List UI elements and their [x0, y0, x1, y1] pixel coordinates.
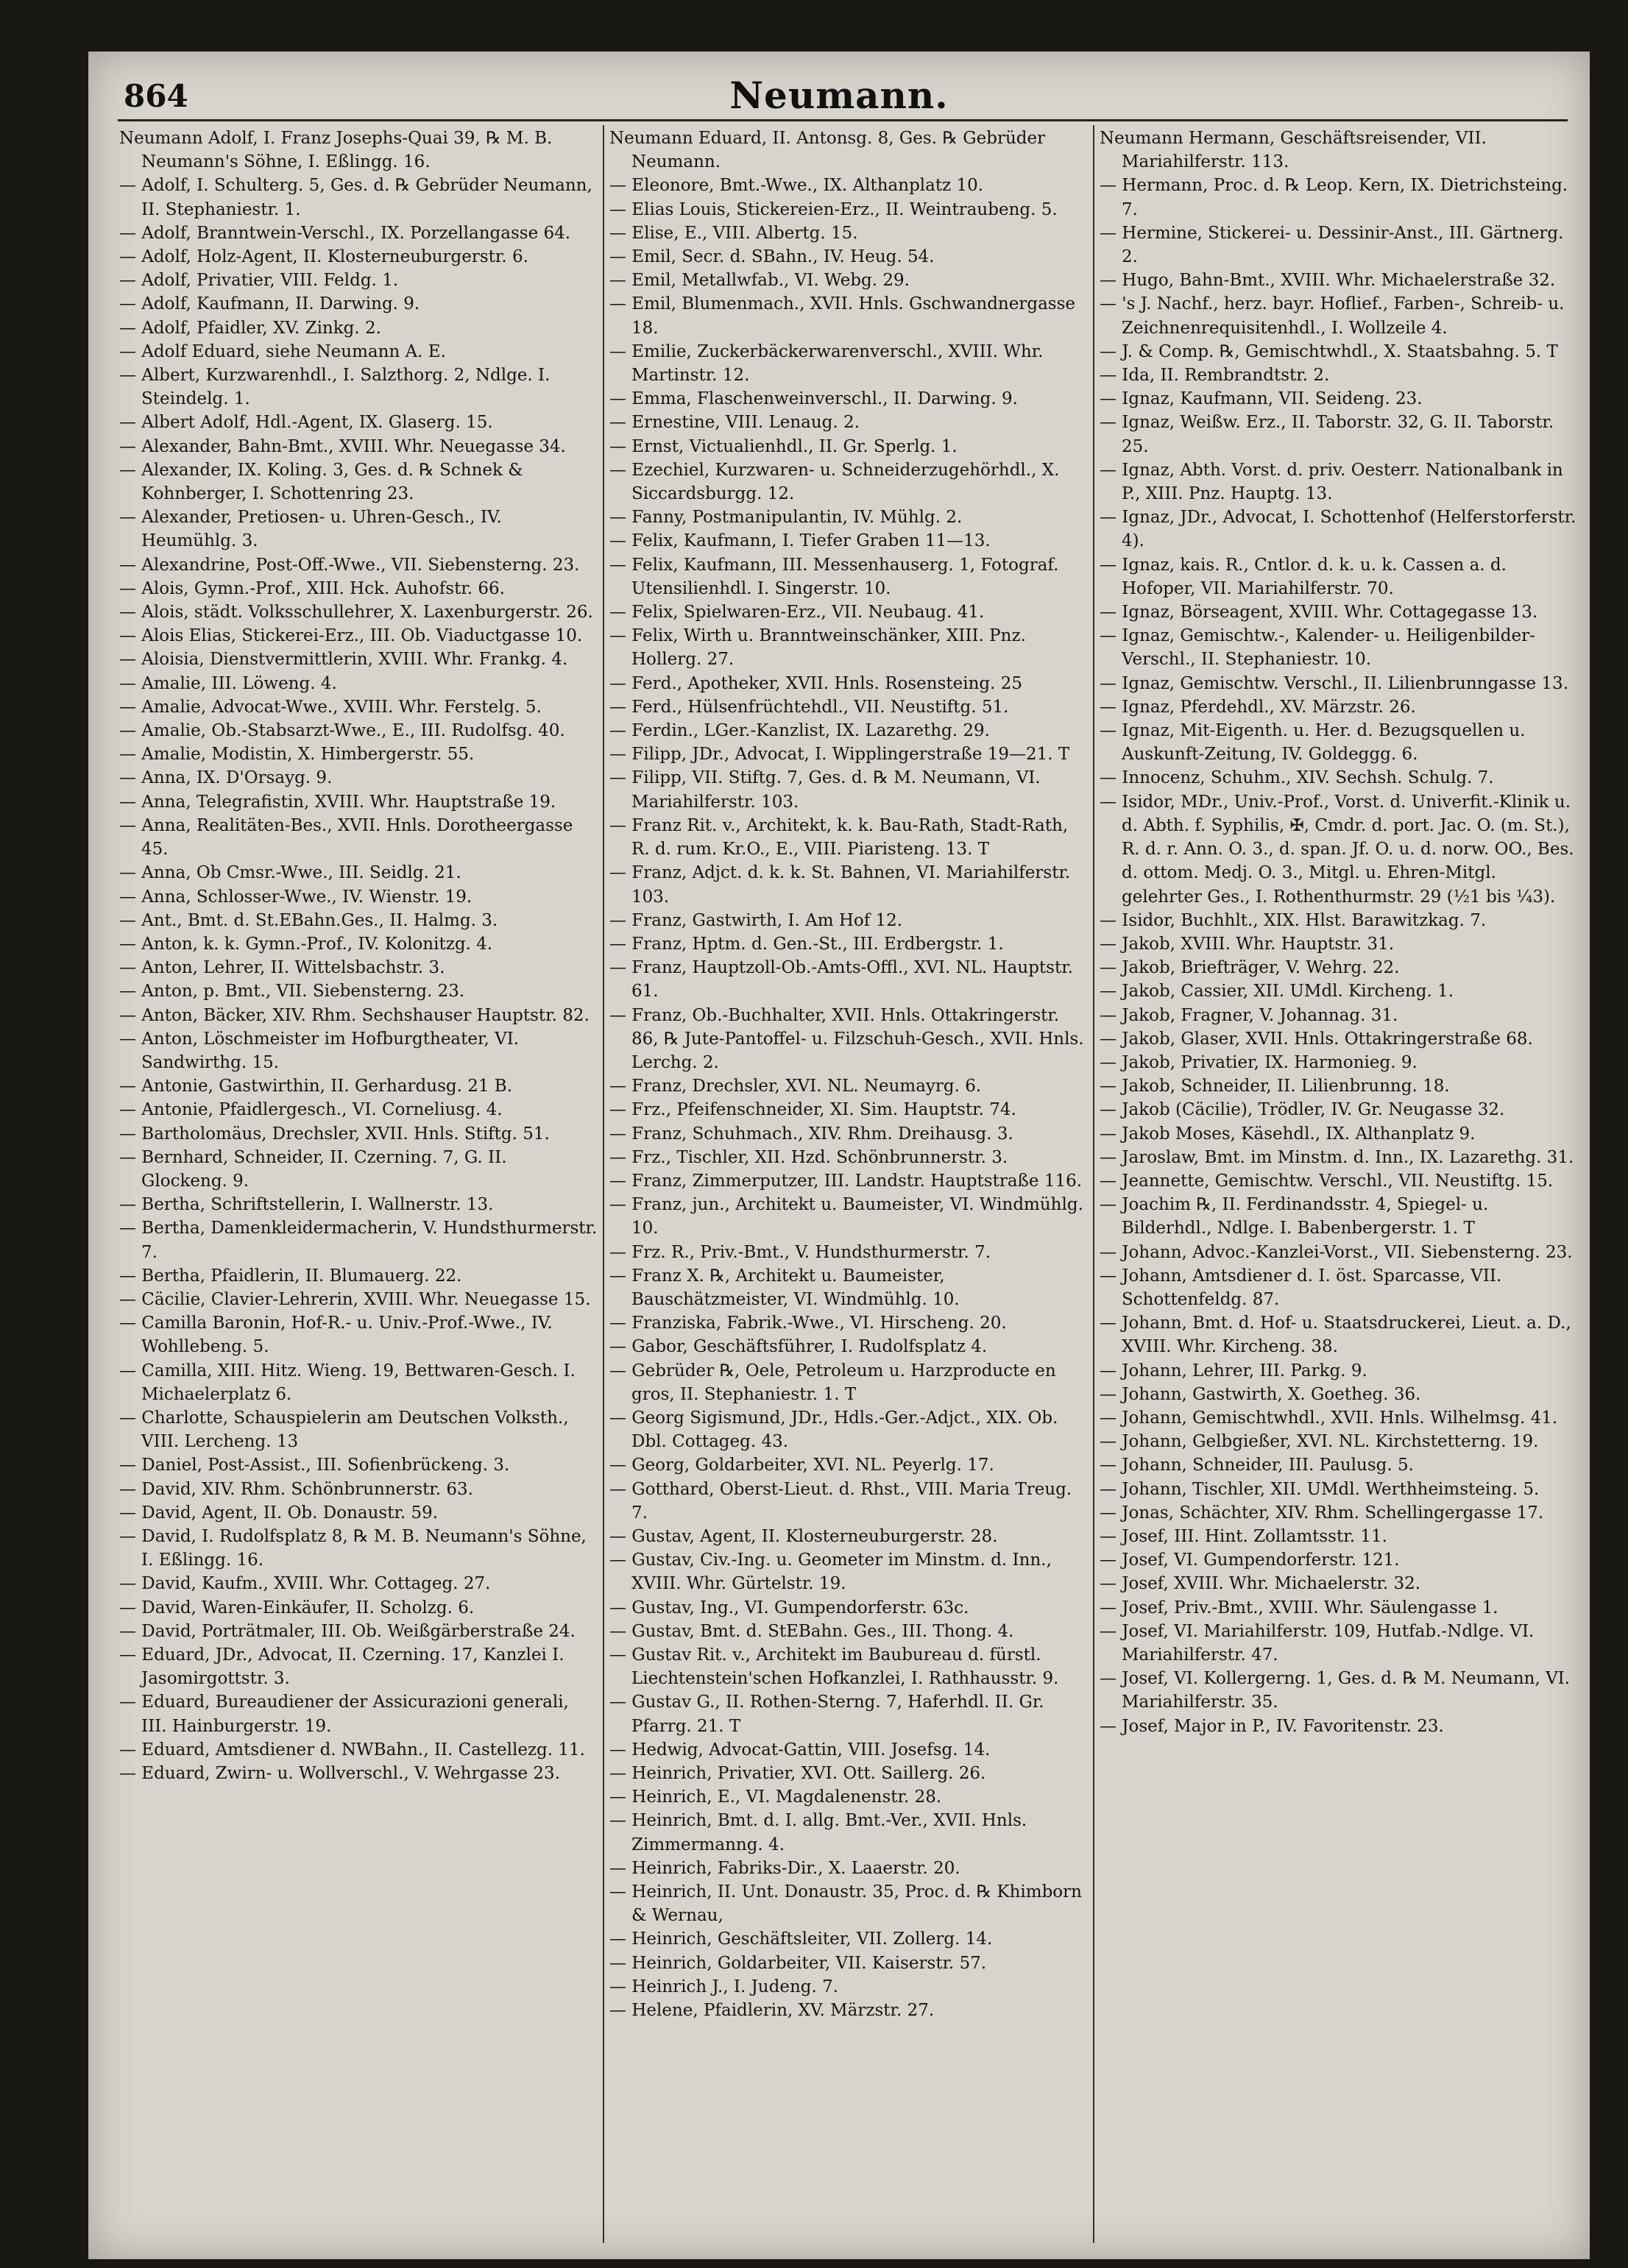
directory-entry: — Bertha, Schriftstellerin, I. Wallnerstr. 13. [119, 1195, 494, 1215]
directory-entry: — Ida, II. Rembrandtstr. 2. [1100, 366, 1330, 386]
directory-entry: — Jeannette, Gemischtw. Verschl., VII. Neustiftg. 15. [1100, 1171, 1554, 1191]
directory-entry: — Emil, Blumenmach., XVII. Hnls. Gschwandnergasse 18. [609, 294, 1081, 338]
directory-entry: — Eduard, Amtsdiener d. NWBahn., II. Castellezg. 11. [119, 1740, 585, 1760]
directory-entry: — Josef, III. Hint. Zollamtsstr. 11. [1100, 1526, 1387, 1546]
directory-entry: — Franz X. ℞, Architekt u. Baumeister, Bauschätzmeister, VI. Windmühlg. 10. [609, 1266, 960, 1309]
directory-entry: — Ignaz, Mit-Eigenth. u. Her. d. Bezugsquellen u. Auskunft-Zeitung, IV. Goldeggg. 6. [1100, 721, 1531, 765]
directory-entry: — Johann, Gemischtwhdl., XVII. Hnls. Wilhelmsg. 41. [1100, 1408, 1558, 1428]
directory-entry: — Franz, Zimmerputzer, III. Landstr. Hauptstraße 116. [609, 1171, 1083, 1191]
directory-entry: — Ignaz, Kaufmann, VII. Seideng. 23. [1100, 389, 1423, 409]
directory-entry: — David, I. Rudolfsplatz 8, ℞ M. B. Neumann's Söhne, I. Eßlingg. 16. [119, 1526, 592, 1570]
directory-entry: — Cäcilie, Clavier-Lehrerin, XVIII. Whr. Neuegasse 15. [119, 1289, 591, 1309]
directory-entry: — Daniel, Post-Assist., III. Sofienbrückeng. 3. [119, 1456, 510, 1475]
directory-entry: — Adolf Eduard, siehe Neumann A. E. [119, 341, 446, 361]
directory-entry: — Franz, Drechsler, XVI. NL. Neumayrg. 6. [609, 1077, 982, 1096]
directory-entry: — Ignaz, Abth. Vorst. d. priv. Oesterr. Nationalbank in P., XIII. Pnz. Hauptg. 13. [1100, 460, 1569, 504]
directory-entry: — Josef, VI. Kollergerng. 1, Ges. d. ℞ M. Neumann, VI. Mariahilferstr. 35. [1100, 1669, 1576, 1712]
header-rule [118, 119, 1568, 121]
directory-entry: — Gebrüder ℞, Oele, Petroleum u. Harzproducte en gros, II. Stephaniestr. 1. T [609, 1361, 1062, 1404]
directory-entry: — Ignaz, Weißw. Erz., II. Taborstr. 32, G. II. Taborstr. 25. [1100, 413, 1560, 456]
directory-entry: — Heinrich, Fabriks-Dir., X. Laaerstr. 20. [609, 1858, 960, 1878]
running-head: Neumann. [729, 74, 949, 117]
directory-entry: — Franz, Adjct. d. k. k. St. Bahnen, VI. Mariahilferstr. 103. [609, 863, 1076, 907]
directory-entry: — Eduard, JDr., Advocat, II. Czerning. 17, Kanzlei I. Jasomirgottstr. 3. [119, 1645, 570, 1689]
directory-entry: — Adolf, Branntwein-Verschl., IX. Porzellangasse 64. [119, 223, 571, 243]
directory-entry: — 's J. Nachf., herz. bayr. Hoflief., Farben-, Schreib- u. Zeichnenrequisitenhdl., I. Wollzeile 4. [1100, 294, 1570, 338]
directory-entry: — Ernestine, VIII. Lenaug. 2. [609, 413, 860, 433]
directory-entry: — Anna, Schlosser-Wwe., IV. Wienstr. 19. [119, 887, 473, 907]
directory-entry: — Ignaz, Pferdehdl., XV. Märzstr. 26. [1100, 697, 1416, 717]
directory-entry: — Heinrich, II. Unt. Donaustr. 35, Proc. d. ℞ Khimborn & Wernau, [609, 1882, 1088, 1926]
directory-entry: — Eleonore, Bmt.-Wwe., IX. Althanplatz 10. [609, 176, 984, 196]
directory-entry: — Franziska, Fabrik.-Wwe., VI. Hirscheng. 20. [609, 1314, 1007, 1333]
directory-entry: — Felix, Kaufmann, I. Tiefer Graben 11—13. [609, 531, 991, 551]
directory-entry: — Elise, E., VIII. Albertg. 15. [609, 223, 858, 243]
directory-entry: — Aloisia, Dienstvermittlerin, XVIII. Whr. Frankg. 4. [119, 650, 568, 670]
directory-entry: — David, XIV. Rhm. Schönbrunnerstr. 63. [119, 1479, 473, 1499]
directory-entry: — Jakob, Privatier, IX. Harmonieg. 9. [1100, 1052, 1418, 1072]
directory-entry: — Alexander, Bahn-Bmt., XVIII. Whr. Neuegasse 34. [119, 436, 566, 456]
directory-entry: — Adolf, Privatier, VIII. Feldg. 1. [119, 271, 399, 291]
directory-entry: — Heinrich J., I. Judeng. 7. [609, 1977, 839, 1996]
directory-entry: — Jakob, Glaser, XVII. Hnls. Ottakringerstraße 68. [1100, 1029, 1533, 1049]
directory-entry: — Gustav, Bmt. d. StEBahn. Ges., III. Thong. 4. [609, 1621, 1014, 1641]
directory-entry: — Anton, Bäcker, XIV. Rhm. Sechshauser Hauptstr. 82. [119, 1005, 590, 1025]
directory-entry: — Josef, Priv.-Bmt., XVIII. Whr. Säulengasse 1. [1100, 1598, 1498, 1617]
directory-entry: — Ernst, Victualienhdl., II. Gr. Sperlg. 1. [609, 436, 958, 456]
directory-entry: — Anna, IX. D'Orsayg. 9. [119, 768, 333, 788]
directory-entry: — Ezechiel, Kurzwaren- u. Schneiderzugehörhdl., X. Siccardsburgg. 12. [609, 460, 1065, 504]
directory-entry: — J. & Comp. ℞, Gemischtwhdl., X. Staatsbahng. 5. T [1100, 341, 1558, 361]
directory-entry: — Ignaz, Börseagent, XVIII. Whr. Cottagegasse 13. [1100, 603, 1538, 623]
directory-entry: — Gabor, Geschäftsführer, I. Rudolfsplatz 4. [609, 1337, 988, 1357]
directory-entry: — Josef, VI. Mariahilferstr. 109, Hutfab.-Ndlge. VI. Mariahilferstr. 47. [1100, 1621, 1540, 1665]
directory-entry: — Bernhard, Schneider, II. Czerning. 7, G. II. Glockeng. 9. [119, 1147, 512, 1191]
directory-entry: — Heinrich, Geschäftsleiter, VII. Zollerg. 14. [609, 1929, 993, 1949]
directory-entry: — Gustav, Ing., VI. Gumpendorferstr. 63c. [609, 1598, 969, 1617]
directory-entry: — Ignaz, kais. R., Cntlor. d. k. u. k. Cassen a. d. Hofoper, VII. Mariahilferstr. 70. [1100, 555, 1512, 598]
directory-entry: — Alexandrine, Post-Off.-Wwe., VII. Siebensterng. 23. [119, 555, 580, 575]
directory-entry: — Helene, Pfaidlerin, XV. Märzstr. 27. [609, 2001, 935, 2021]
directory-entry: — Jakob, Schneider, II. Lilienbrunng. 18. [1100, 1077, 1450, 1096]
directory-entry: — Gustav, Agent, II. Klosterneuburgerstr. 28. [609, 1526, 998, 1546]
directory-entry: — Emil, Metallwfab., VI. Webg. 29. [609, 271, 910, 291]
directory-entry: — David, Waren-Einkäufer, II. Scholzg. 6. [119, 1598, 475, 1617]
column-divider [603, 125, 604, 2243]
directory-entry: — Eduard, Zwirn- u. Wollverschl., V. Wehrgasse 23. [119, 1764, 560, 1784]
directory-entry: — Amalie, Modistin, X. Himbergerstr. 55. [119, 745, 475, 765]
directory-entry: — Anton, k. k. Gymn.-Prof., IV. Kolonitzg. 4. [119, 934, 493, 954]
page-number: 864 [124, 78, 188, 114]
directory-entry: — Amalie, III. Löweng. 4. [119, 673, 337, 693]
directory-entry: — David, Porträtmaler, III. Ob. Weißgärberstraße 24. [119, 1621, 576, 1641]
directory-entry: Neumann Eduard, II. Antonsg. 8, Ges. ℞ Gebrüder Neumann. [609, 129, 1051, 172]
directory-entry: — Alexander, IX. Koling. 3, Ges. d. ℞ Schnek & Kohnberger, I. Schottenring 23. [119, 460, 529, 504]
directory-entry: — Gustav G., II. Rothen-Sterng. 7, Haferhdl. II. Gr. Pfarrg. 21. T [609, 1693, 1050, 1736]
column-2 [609, 127, 1088, 2022]
directory-entry: — Frz., Tischler, XII. Hzd. Schönbrunnerstr. 3. [609, 1147, 1008, 1167]
directory-entry: — Heinrich, Privatier, XVI. Ott. Saillerg. 26. [609, 1764, 986, 1784]
directory-entry: — Alois, Gymn.-Prof., XIII. Hck. Auhofstr. 66. [119, 578, 505, 598]
directory-entry: — Bertha, Damenkleidermacherin, V. Hundsthurmerstr. 7. [119, 1219, 603, 1262]
directory-entry: — Frz. R., Priv.-Bmt., V. Hundsthurmerstr. 7. [609, 1242, 991, 1262]
directory-entry: — Gotthard, Oberst-Lieut. d. Rhst., VIII. Maria Treug. 7. [609, 1479, 1077, 1523]
directory-entry: — Josef, VI. Gumpendorferstr. 121. [1100, 1551, 1400, 1570]
directory-entry: — Johann, Bmt. d. Hof- u. Staatsdruckerei, Lieut. a. D., XVIII. Whr. Kircheng. 38. [1100, 1314, 1577, 1357]
directory-entry: — Jaroslaw, Bmt. im Minstm. d. Inn., IX. Lazarethg. 31. [1100, 1147, 1574, 1167]
directory-entry: — Charlotte, Schauspielerin am Deutschen Volksth., VIII. Lercheng. 13 [119, 1408, 574, 1452]
directory-entry: — Anna, Realitäten-Bes., XVII. Hnls. Dorotheergasse 45. [119, 815, 578, 860]
directory-entry: — Fanny, Postmanipulantin, IV. Mühlg. 2. [609, 508, 963, 528]
directory-entry: — Anna, Ob Cmsr.-Wwe., III. Seidlg. 21. [119, 863, 461, 883]
directory-entry: — Josef, Major in P., IV. Favoritenstr. 23. [1100, 1716, 1444, 1736]
directory-entry: — Isidor, MDr., Univ.-Prof., Vorst. d. Univerfit.-Klinik u. d. Abth. f. Syphilis, ✠, Cmdr. d. port. Jac. O. (m. St.), R. d. r. Ann. O. 3., d. span. Jf. O. u. d. norw. OO., Bes. d. ottom. Medj. O. 3., Mitgl. u. Ehren-Mitgl. gelehrter Ges., I. Rothenthurmstr. 29 (½1 bis ¼3). [1100, 792, 1579, 907]
directory-entry: — David, Agent, II. Ob. Donaustr. 59. [119, 1503, 439, 1523]
directory-entry: — Filipp, VII. Stiftg. 7, Ges. d. ℞ M. Neumann, VI. Mariahilferstr. 103. [609, 768, 1047, 812]
directory-entry: — Amalie, Advocat-Wwe., XVIII. Whr. Ferstelg. 5. [119, 697, 542, 717]
directory-entry: — Elias Louis, Stickereien-Erz., II. Weintraubeng. 5. [609, 199, 1058, 219]
directory-entry: — Felix, Wirth u. Branntweinschänker, XIII. Pnz. Hollerg. 27. [609, 626, 1032, 670]
directory-entry: — Johann, Tischler, XII. UMdl. Werthheimsteing. 5. [1100, 1479, 1540, 1499]
directory-entry: — Johann, Lehrer, III. Parkg. 9. [1100, 1361, 1367, 1381]
directory-entry: — Johann, Advoc.-Kanzlei-Vorst., VII. Siebensterng. 23. [1100, 1242, 1573, 1262]
directory-entry: — Georg Sigismund, JDr., Hdls.-Ger.-Adjct., XIX. Ob. Dbl. Cottageg. 43. [609, 1408, 1063, 1452]
directory-entry: — Antonie, Pfaidlergesch., VI. Corneliusg. 4. [119, 1100, 503, 1120]
directory-entry: — Filipp, JDr., Advocat, I. Wipplingerstraße 19—21. T [609, 745, 1070, 765]
directory-entry: — Hermann, Proc. d. ℞ Leop. Kern, IX. Dietrichsteing. 7. [1100, 176, 1574, 219]
directory-entry: — Jakob, Fragner, V. Johannag. 31. [1100, 1005, 1398, 1025]
directory-entry: — Gustav Rit. v., Architekt im Baubureau d. fürstl. Liechtenstein'schen Hofkanzlei, I. Rathhausstr. 9. [609, 1645, 1059, 1689]
directory-entry: — Hermine, Stickerei- u. Dessinir-Anst., III. Gärtnerg. 2. [1100, 223, 1569, 267]
directory-entry: — Felix, Spielwaren-Erz., VII. Neubaug. 41. [609, 603, 985, 623]
directory-page [88, 52, 1590, 2259]
directory-entry: — Amalie, Ob.-Stabsarzt-Wwe., E., III. Rudolfsg. 40. [119, 721, 565, 741]
directory-entry: — Frz., Pfeifenschneider, XI. Sim. Hauptstr. 74. [609, 1100, 1016, 1120]
directory-entry: — Jakob Moses, Käsehdl., IX. Althanplatz 9. [1100, 1124, 1476, 1144]
directory-entry: — Johann, Gastwirth, X. Goetheg. 36. [1100, 1384, 1421, 1404]
directory-entry: — Felix, Kaufmann, III. Messenhauserg. 1, Fotograf. Utensilienhdl. I. Singerstr. 10. [609, 555, 1064, 598]
directory-entry: — Jakob, Cassier, XII. UMdl. Kircheng. 1. [1100, 982, 1454, 1002]
directory-entry: — David, Kaufm., XVIII. Whr. Cottageg. 27. [119, 1574, 491, 1594]
column-1 [119, 127, 603, 1785]
directory-entry: — Emma, Flaschenweinverschl., II. Darwing. 9. [609, 389, 1018, 409]
directory-entry: — Emil, Secr. d. SBahn., IV. Heug. 54. [609, 247, 935, 267]
directory-entry: — Franz, Schuhmach., XIV. Rhm. Dreihausg. 3. [609, 1124, 1013, 1144]
directory-entry: — Alois, städt. Volksschullehrer, X. Laxenburgerstr. 26. [119, 603, 593, 623]
directory-entry: — Adolf, Pfaidler, XV. Zinkg. 2. [119, 318, 381, 338]
directory-entry: — Johann, Gelbgießer, XVI. NL. Kirchstetterng. 19. [1100, 1432, 1539, 1452]
directory-entry: — Franz, Hauptzoll-Ob.-Amts-Offl., XVI. NL. Hauptstr. 61. [609, 958, 1079, 1002]
directory-entry: — Adolf, Kaufmann, II. Darwing. 9. [119, 294, 420, 314]
directory-entry: — Johann, Amtsdiener d. I. öst. Sparcasse, VII. Schottenfeldg. 87. [1100, 1266, 1507, 1309]
directory-entry: — Anton, p. Bmt., VII. Siebensterng. 23. [119, 982, 465, 1002]
directory-entry: — Adolf, Holz-Agent, II. Klosterneuburgerstr. 6. [119, 247, 528, 267]
directory-entry: — Georg, Goldarbeiter, XVI. NL. Peyerlg. 17. [609, 1456, 994, 1475]
directory-entry: — Franz, jun., Architekt u. Baumeister, VI. Windmühlg. 10. [609, 1195, 1089, 1238]
directory-entry: — Hugo, Bahn-Bmt., XVIII. Whr. Michaelerstraße 32. [1100, 271, 1556, 291]
directory-entry: — Alexander, Pretiosen- u. Uhren-Gesch., IV. Heumühlg. 3. [119, 508, 508, 551]
directory-entry: — Jakob, Briefträger, V. Wehrg. 22. [1100, 958, 1400, 978]
directory-entry: — Eduard, Bureaudiener der Assicurazioni generali, III. Hainburgerstr. 19. [119, 1693, 575, 1736]
directory-entry: — Johann, Schneider, III. Paulusg. 5. [1100, 1456, 1414, 1475]
column-divider [1093, 125, 1094, 2243]
directory-entry: — Hedwig, Advocat-Gattin, VIII. Josefsg. 14. [609, 1740, 991, 1760]
directory-entry: — Ferd., Apotheker, XVII. Hnls. Rosensteing. 25 [609, 673, 1023, 693]
directory-entry: — Alois Elias, Stickerei-Erz., III. Ob. Viaductgasse 10. [119, 626, 583, 646]
directory-entry: — Jakob, XVIII. Whr. Hauptstr. 31. [1100, 934, 1395, 954]
directory-entry: Neumann Hermann, Geschäftsreisender, VII. Mariahilferstr. 113. [1100, 129, 1493, 172]
directory-entry: — Jonas, Schächter, XIV. Rhm. Schellingergasse 17. [1100, 1503, 1544, 1523]
directory-entry: — Albert Adolf, Hdl.-Agent, IX. Glaserg. 15. [119, 413, 493, 433]
directory-entry: — Ignaz, JDr., Advocat, I. Schottenhof (Helferstorferstr. 4). [1100, 508, 1582, 551]
directory-entry: — Ferdin., LGer.-Kanzlist, IX. Lazarethg. 29. [609, 721, 990, 741]
directory-entry: — Ignaz, Gemischtw.-, Kalender- u. Heiligenbilder-Verschl., II. Stephaniestr. 10. [1100, 626, 1535, 670]
directory-entry: — Bertha, Pfaidlerin, II. Blumauerg. 22. [119, 1266, 462, 1286]
directory-entry: — Franz, Hptm. d. Gen.-St., III. Erdbergstr. 1. [609, 934, 1004, 954]
directory-entry: — Adolf, I. Schulterg. 5, Ges. d. ℞ Gebrüder Neumann, II. Stephaniestr. 1. [119, 176, 598, 219]
directory-entry: — Franz, Gastwirth, I. Am Hof 12. [609, 910, 903, 930]
directory-entry: — Ant., Bmt. d. St.EBahn.Ges., II. Halmg. 3. [119, 910, 498, 930]
directory-entry: — Camilla, XIII. Hitz. Wieng. 19, Bettwaren-Gesch. I. Michaelerplatz 6. [119, 1361, 581, 1404]
directory-entry: — Emilie, Zuckerbäckerwarenverschl., XVIII. Whr. Martinstr. 12. [609, 341, 1049, 386]
directory-entry: — Anna, Telegrafistin, XVIII. Whr. Hauptstraße 19. [119, 792, 556, 812]
directory-entry: — Camilla Baronin, Hof-R.- u. Univ.-Prof.-Wwe., IV. Wohllebeng. 5. [119, 1314, 559, 1357]
directory-entry: — Isidor, Buchhlt., XIX. Hlst. Barawitzkag. 7. [1100, 910, 1487, 930]
directory-entry: — Innocenz, Schuhm., XIV. Sechsh. Schulg. 7. [1100, 768, 1494, 788]
directory-entry: — Gustav, Civ.-Ing. u. Geometer im Minstm. d. Inn., XVIII. Whr. Gürtelstr. 19. [609, 1551, 1058, 1594]
directory-entry: — Ferd., Hülsenfrüchtehdl., VII. Neustiftg. 51. [609, 697, 1009, 717]
directory-entry: — Ignaz, Gemischtw. Verschl., II. Lilienbrunngasse 13. [1100, 673, 1569, 693]
directory-entry: — Anton, Löschmeister im Hofburgtheater, VI. Sandwirthg. 15. [119, 1029, 525, 1072]
directory-entry: Neumann Adolf, I. Franz Josephs-Quai 39, ℞ M. B. Neumann's Söhne, I. Eßlingg. 16. [119, 129, 558, 172]
directory-entry: — Franz, Ob.-Buchhalter, XVII. Hnls. Ottakringerstr. 86, ℞ Jute-Pantoffel- u. Filzschuh-Gesch., XVII. Hnls. Lerchg. 2. [609, 1005, 1089, 1072]
directory-entry: — Franz Rit. v., Architekt, k. k. Bau-Rath, Stadt-Rath, R. d. rum. Kr.O., E., VIII. Piaristeng. 13. T [609, 815, 1074, 860]
directory-entry: — Bartholomäus, Drechsler, XVII. Hnls. Stiftg. 51. [119, 1124, 550, 1144]
directory-entry: — Antonie, Gastwirthin, II. Gerhardusg. 21 B. [119, 1077, 513, 1096]
directory-entry: — Joachim ℞, II. Ferdinandsstr. 4, Spiegel- u. Bilderhdl., Ndlge. I. Babenbergerstr. 1. T [1100, 1195, 1494, 1238]
directory-entry: — Jakob (Cäcilie), Trödler, IV. Gr. Neugasse 32. [1100, 1100, 1505, 1120]
directory-entry: — Heinrich, E., VI. Magdalenenstr. 28. [609, 1787, 942, 1807]
directory-entry: — Heinrich, Goldarbeiter, VII. Kaiserstr. 57. [609, 1953, 987, 1973]
column-3 [1100, 127, 1582, 1738]
directory-entry: — Albert, Kurzwarenhdl., I. Salzthorg. 2, Ndlge. I. Steindelg. 1. [119, 366, 556, 409]
directory-entry: — Anton, Lehrer, II. Wittelsbachstr. 3. [119, 958, 445, 978]
directory-entry: — Heinrich, Bmt. d. I. allg. Bmt.-Ver., XVII. Hnls. Zimmermanng. 4. [609, 1811, 1033, 1854]
directory-entry: — Josef, XVIII. Whr. Michaelerstr. 32. [1100, 1574, 1421, 1594]
